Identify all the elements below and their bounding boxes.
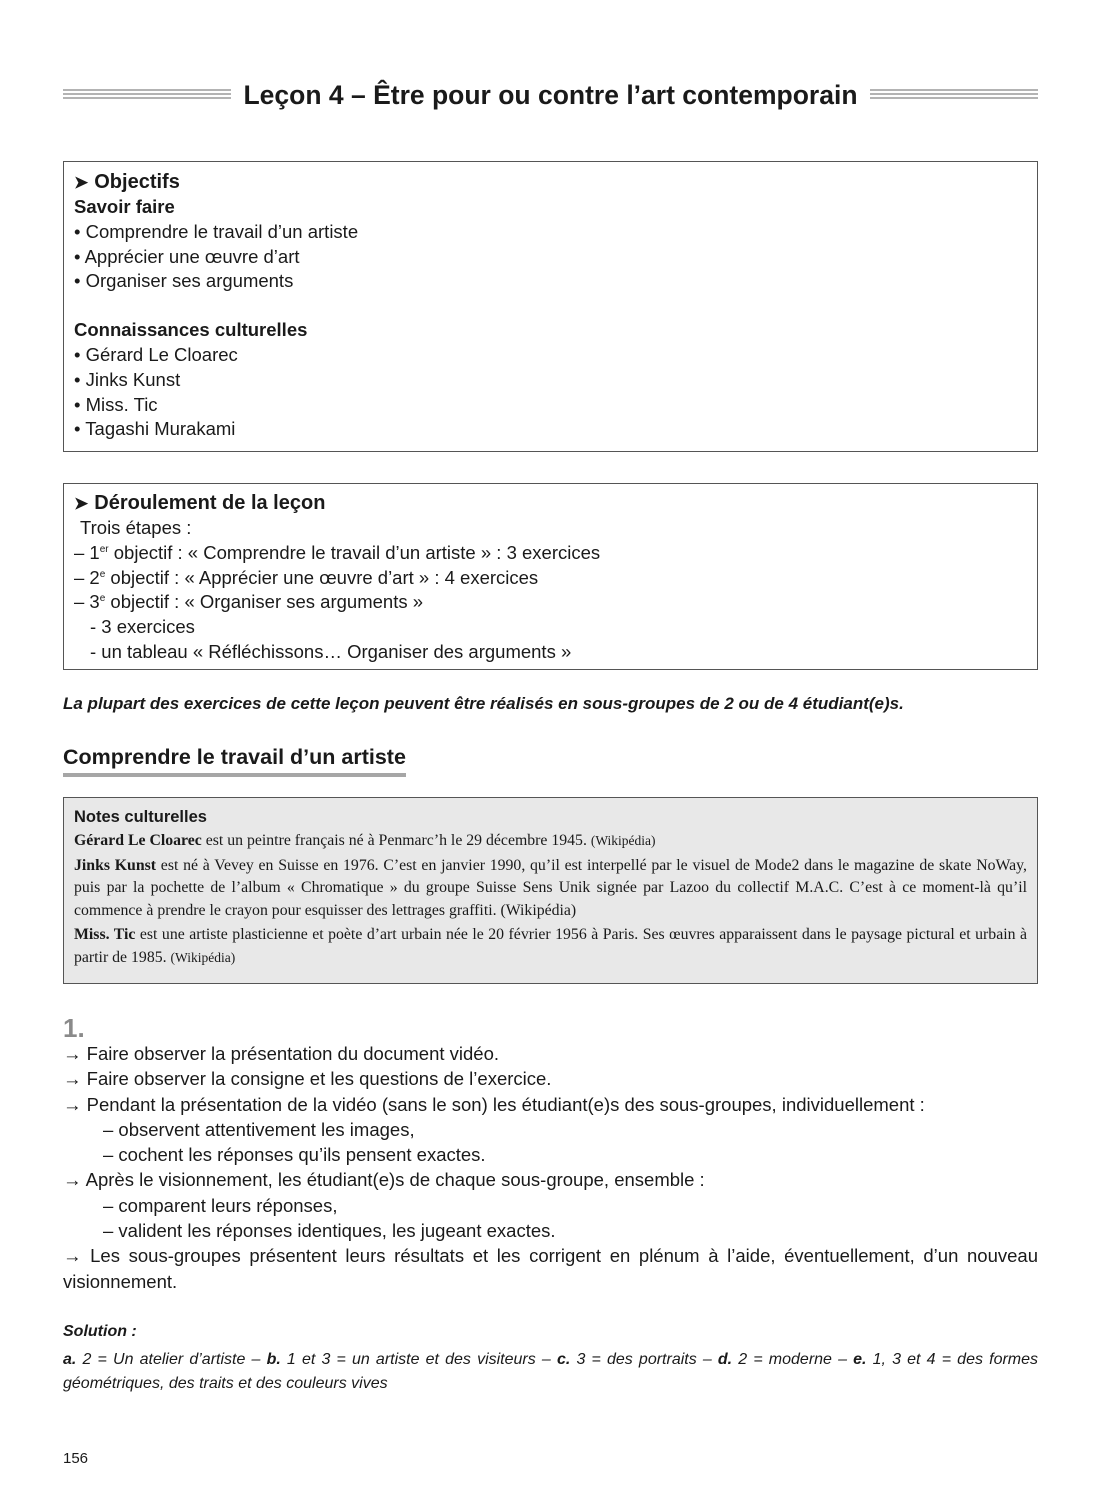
connaissances-title: Connaissances culturelles (74, 319, 308, 341)
exercise-instructions (63, 1041, 1038, 1294)
instruction-subline: – comparent leurs réponses, (103, 1194, 338, 1216)
cultural-note: Miss. Tic est une artiste plasticienne et poète d’art urbain née le 20 février 1956 à Paris. Ses œuvres apparaissent dans le paysage pictural et urbain à partir de 1985. (Wikipédia) (74, 926, 1027, 966)
exercise-number: 1. (63, 1013, 85, 1043)
section-title: Comprendre le travail d’un artiste (63, 745, 406, 777)
instruction-line: → Pendant la présentation de la vidéo (sans le son) les étudiant(e)s des sous-groupes, individuellement : (63, 1093, 925, 1115)
group-note: La plupart des exercices de cette leçon peuvent être réalisés en sous-groupes de 2 ou de 4 étudiant(e)s. (63, 694, 904, 713)
connaissances-item: • Gérard Le Cloarec (74, 343, 238, 365)
title-rule-right (870, 89, 1038, 101)
savoir-faire-title: Savoir faire (74, 196, 175, 217)
instruction-line: → Après le visionnement, les étudiant(e)s de chaque sous-groupe, ensemble : (63, 1169, 705, 1191)
objectifs-box (63, 161, 1038, 452)
instruction-line: → Faire observer la consigne et les questions de l’exercice. (63, 1068, 552, 1090)
deroulement-step: – 3e objectif : « Organiser ses arguments » (74, 591, 424, 613)
page-title: Leçon 4 – Être pour ou contre l’art contemporain (243, 79, 858, 110)
instruction-subline: – observent attentivement les images, (103, 1118, 415, 1140)
instruction-subline: – cochent les réponses qu’ils pensent exactes. (103, 1144, 486, 1166)
cultural-notes-title: Notes culturelles (74, 808, 207, 826)
solution-text: a. 2 = Un atelier d’artiste – b. 1 et 3 = un artiste et des visiteurs – c. 3 = des portraits – d. 2 = moderne – e. 1, 3 et 4 = des formes géométriques, des traits et des couleurs vives (63, 1351, 1039, 1392)
instruction-subline: – valident les réponses identiques, les jugeant exactes. (103, 1220, 556, 1242)
instruction-line: → Faire observer la présentation du document vidéo. (63, 1043, 500, 1064)
savoir-faire-item: • Apprécier une œuvre d’art (74, 245, 300, 267)
solution-title: Solution : (63, 1323, 137, 1340)
deroulement-subitem: - un tableau « Réfléchissons… Organiser des arguments » (90, 640, 572, 662)
cultural-notes-box (63, 797, 1038, 984)
deroulement-box (63, 483, 1038, 670)
savoir-faire-item: • Organiser ses arguments (74, 270, 294, 292)
objectifs-heading-text: Objectifs (94, 171, 180, 193)
deroulement-step: – 2e objectif : « Apprécier une œuvre d’art » : 4 exercices (74, 566, 539, 588)
deroulement-intro: Trois étapes : (80, 517, 192, 538)
connaissances-item: • Tagashi Murakami (74, 418, 236, 440)
title-rule-left (63, 89, 231, 101)
page-number: 156 (63, 1450, 89, 1467)
deroulement-heading-text: Déroulement de la leçon (94, 492, 326, 514)
arrowhead-icon: ➤ (74, 173, 89, 192)
deroulement-step: – 1er objectif : « Comprendre le travail d’un artiste » : 3 exercices (74, 541, 601, 563)
deroulement-subitem: - 3 exercices (90, 616, 195, 638)
objectifs-heading (74, 170, 1027, 195)
title-row (63, 78, 1038, 112)
cultural-note: Gérard Le Cloarec est un peintre français né à Penmarc’h le 29 décembre 1945. (Wikipédia) (74, 832, 656, 849)
cultural-note: Jinks Kunst est né à Vevey en Suisse en 1976. C’est en janvier 1990, qu’il est interpellé par le visuel de Mode2 dans le magazine de skate NoWay, puis par la pochette de l’album « Chromatique » du groupe Suisse Sens Unik signée par Lazoo du collectif M.A.C. C’est à ce moment-là qu’il commence à prendre le crayon pour esquisser des lettrages graffiti. (Wikipédia) (74, 856, 1027, 919)
connaissances-item: • Jinks Kunst (74, 368, 181, 390)
connaissances-item: • Miss. Tic (74, 393, 158, 415)
deroulement-heading (74, 491, 1027, 516)
instruction-line: → Les sous-groupes présentent leurs résultats et les corrigent en plénum à l’aide, éventuellement, d’un nouveau visionnement. (63, 1245, 1038, 1292)
savoir-faire-item: • Comprendre le travail d’un artiste (74, 220, 359, 242)
arrowhead-icon: ➤ (74, 494, 89, 513)
